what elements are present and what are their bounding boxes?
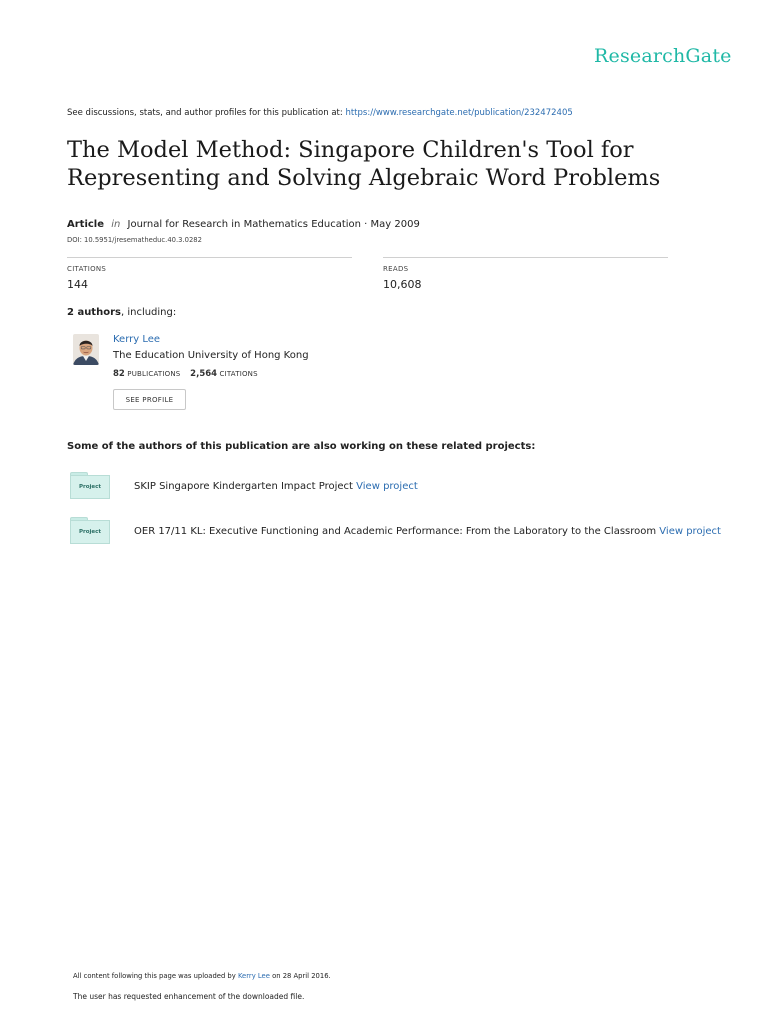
view-project-link[interactable]: View project <box>659 526 721 537</box>
publication-type: Article <box>67 219 105 230</box>
upload-suffix: on 28 April 2016. <box>272 972 331 980</box>
citations-divider <box>67 257 352 258</box>
author-name-link[interactable]: Kerry Lee <box>113 334 161 345</box>
project-title: OER 17/11 KL: Executive Functioning and Academic Performance: From the Laboratory to the Classroom <box>134 526 657 537</box>
author-publications-label: PUBLICATIONS <box>127 370 181 378</box>
avatar-photo-icon <box>73 334 99 365</box>
author-institution: The Education University of Hong Kong <box>113 350 309 361</box>
discussions-text: See discussions, stats, and author profiles for this publication at: <box>67 108 343 118</box>
project-item-2 <box>134 526 721 537</box>
researchgate-logo[interactable]: ResearchGate <box>594 45 732 67</box>
in-label: in <box>111 219 121 230</box>
citations-label: CITATIONS <box>67 265 107 273</box>
project-item-1 <box>134 481 418 492</box>
author-avatar[interactable] <box>73 334 99 365</box>
project-folder-icon <box>70 517 110 545</box>
title-line-1: The Model Method: Singapore Children's Tool for <box>67 137 634 163</box>
author-stats <box>113 369 258 379</box>
related-projects-heading: Some of the authors of this publication are also working on these related projects: <box>67 441 536 452</box>
doi: DOI: 10.5951/jresematheduc.40.3.0282 <box>67 236 202 244</box>
project-title: SKIP Singapore Kindergarten Impact Project <box>134 481 353 492</box>
upload-note <box>73 972 331 980</box>
upload-prefix: All content following this page was uploaded by <box>73 972 236 980</box>
reads-label: READS <box>383 265 409 273</box>
authors-suffix: , including: <box>120 307 177 318</box>
author-publications-count: 82 <box>113 369 125 379</box>
reads-value: 10,608 <box>383 278 422 291</box>
publication-url-link[interactable]: https://www.researchgate.net/publication/232472405 <box>345 108 573 118</box>
project-icon-label: Project <box>70 475 110 499</box>
authors-count: 2 authors <box>67 307 121 318</box>
title-line-2: Representing and Solving Algebraic Word Problems <box>67 165 661 191</box>
publication-title <box>67 136 707 192</box>
author-citations-count: 2,564 <box>190 369 218 379</box>
authors-heading <box>67 307 176 318</box>
citations-value: 144 <box>67 278 88 291</box>
journal-name: Journal for Research in Mathematics Education · May 2009 <box>127 219 420 230</box>
publication-meta <box>67 219 420 230</box>
discussions-line <box>67 108 573 118</box>
view-project-link[interactable]: View project <box>356 481 418 492</box>
project-folder-icon <box>70 472 110 500</box>
enhancement-note: The user has requested enhancement of the downloaded file. <box>73 992 305 1001</box>
author-citations-label: CITATIONS <box>219 370 258 378</box>
see-profile-button[interactable]: SEE PROFILE <box>113 389 186 410</box>
uploader-link[interactable]: Kerry Lee <box>237 972 270 980</box>
reads-divider <box>383 257 668 258</box>
project-icon-label: Project <box>70 520 110 544</box>
